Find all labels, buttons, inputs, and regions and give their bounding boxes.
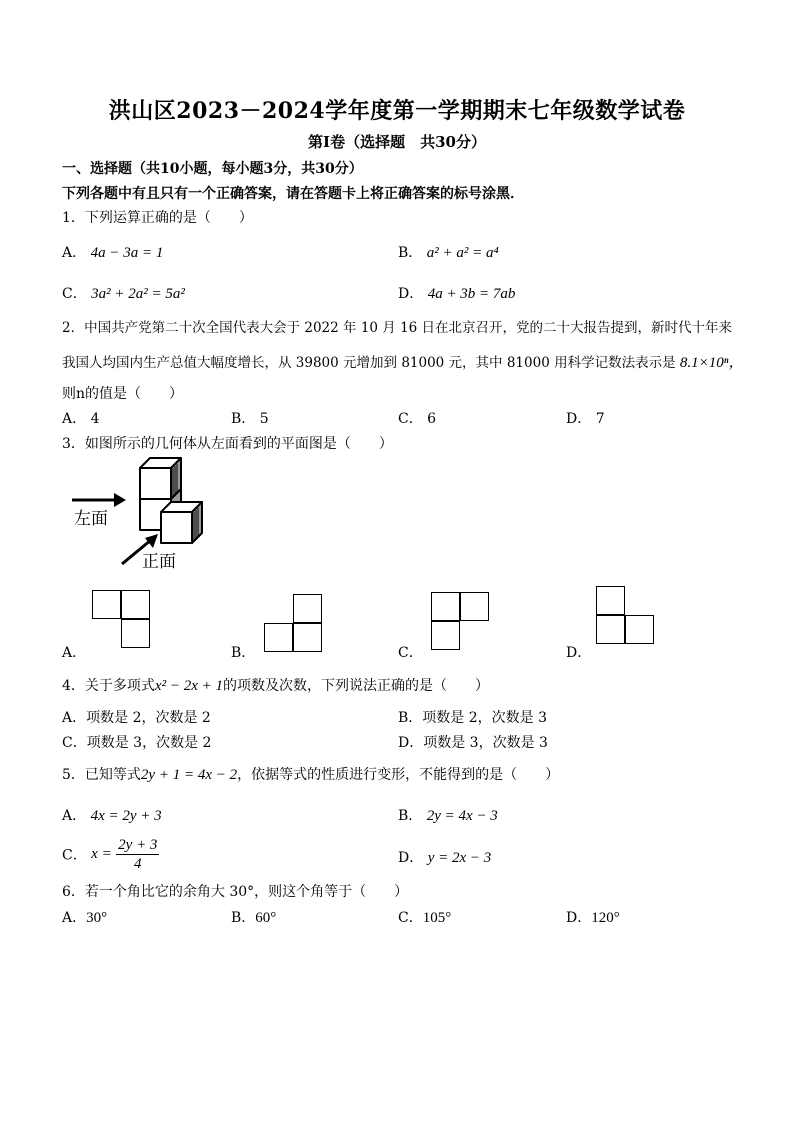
q3-option-c-letter: C． [398, 645, 423, 661]
option-letter: A． [62, 411, 87, 427]
question-4-stem [62, 675, 489, 695]
stem-text: ，依据等式的性质进行变形，不能得到的是（ ） [237, 767, 560, 783]
option-lhs: x = [91, 846, 112, 862]
option-letter: A． [62, 808, 87, 824]
option-letter: C． [62, 847, 87, 864]
question-2-stem-line2 [62, 351, 744, 372]
option-letter: D． [566, 910, 592, 926]
q5-option-b [398, 805, 498, 825]
option-text: 2y = 4x − 3 [426, 808, 498, 824]
question-3-stem: 3．如图所示的几何体从左面看到的平面图是（ ） [62, 436, 393, 452]
q3-option-d-letter: D． [566, 645, 592, 661]
q1-option-b [398, 242, 499, 262]
part-subtitle: 第Ⅰ卷（选择题 共30分） [308, 133, 486, 151]
section-heading: 一、选择题（共10小题，每小题3分，共30分） [62, 161, 363, 177]
option-letter: A． [62, 710, 87, 726]
option-text: 项数是 3，次数是 3 [423, 735, 548, 751]
question-5-stem [62, 764, 559, 784]
section-instruction: 下列各题中有且只有一个正确答案，请在答题卡上将正确答案的标号涂黑． [62, 186, 524, 202]
option-letter: A． [62, 245, 87, 261]
option-text: 4 [90, 411, 100, 427]
fraction-numerator: 2y + 3 [118, 837, 158, 853]
option-letter: C． [398, 910, 423, 926]
q6-option-c [398, 907, 451, 927]
stem-math: 2y + 1 = 4x − 2 [140, 767, 238, 783]
q2-option-b [231, 408, 269, 428]
q4-option-b [398, 707, 547, 727]
exam-title: 洪山区2023－2024学年度第一学期期末七年级数学试卷 [108, 98, 686, 124]
option-letter: C． [398, 411, 423, 427]
option-letter: C． [62, 286, 87, 302]
question-6-stem: 6．若一个角比它的余角大 30°，则这个角等于（ ） [62, 884, 409, 900]
option-letter: B． [231, 910, 256, 926]
stem-text: 的项数及次数，下列说法正确的是（ ） [222, 678, 489, 694]
option-letter: D． [566, 411, 592, 427]
option-text: 5 [259, 411, 269, 427]
option-text: 120° [591, 910, 620, 926]
stem-text: 我国人均国内生产总值大幅度增长，从 39800 元增加到 81000 元，其中 81000 用科学记数法表示是 [62, 355, 676, 371]
q1-option-c [62, 283, 185, 303]
q6-option-b [231, 907, 276, 927]
option-letter: D． [398, 735, 424, 751]
fraction-denominator: 4 [134, 856, 142, 872]
option-letter: D． [398, 286, 424, 302]
option-letter: B． [231, 411, 256, 427]
q5-option-c [62, 836, 159, 873]
q2-option-a [62, 408, 100, 428]
option-letter: D． [398, 850, 424, 866]
option-text: 项数是 3，次数是 2 [86, 735, 212, 751]
q4-option-d [398, 732, 548, 752]
option-text: 4x = 2y + 3 [90, 808, 162, 824]
stem-text: 5．已知等式 [62, 767, 141, 783]
option-letter: B． [398, 245, 423, 261]
option-text: y = 2x − 3 [427, 850, 492, 866]
q3-option-b-letter: B． [231, 645, 256, 661]
q6-option-d [566, 907, 620, 927]
front-view-label: 正面 [142, 552, 176, 572]
option-letter: A． [62, 910, 87, 926]
q5-option-a [62, 805, 162, 825]
option-text: 项数是 2，次数是 2 [86, 710, 211, 726]
q5-option-d [398, 847, 491, 867]
option-letter: C． [62, 735, 87, 751]
left-view-label: 左面 [74, 509, 108, 529]
stem-math: x² − 2x + 1 [154, 678, 223, 694]
option-text: 4a + 3b = 7ab [427, 286, 516, 302]
question-1-stem: 1．下列运算正确的是（ ） [62, 210, 253, 226]
q1-option-d [398, 283, 515, 303]
option-text: a² + a² = a⁴ [426, 245, 499, 261]
q1-option-a [62, 242, 163, 262]
option-text: 3a² + 2a² = 5a² [91, 286, 185, 302]
fraction [116, 836, 159, 873]
q4-option-a [62, 707, 211, 727]
q3-option-a-letter: A． [62, 645, 87, 661]
q6-option-a [62, 907, 107, 927]
option-letter: B． [398, 710, 423, 726]
option-text: 30° [86, 910, 108, 926]
q2-option-c [398, 408, 436, 428]
option-text: 6 [427, 411, 437, 427]
option-text: 7 [595, 411, 605, 427]
option-text: 60° [255, 910, 277, 926]
question-2-stem-line1: 2．中国共产党第二十次全国代表大会于 2022 年 10 月 16 日在北京召开，党的二十大报告提到，新时代十年来 [62, 320, 733, 336]
stem-text: 4．关于多项式 [62, 678, 155, 694]
stem-math: 8.1×10ⁿ， [679, 355, 744, 371]
option-text: 4a − 3a = 1 [90, 245, 164, 261]
question-2-stem-line3: 则n的值是（ ） [62, 386, 184, 402]
option-text: 105° [422, 910, 452, 926]
q2-option-d [566, 408, 605, 428]
option-text: 项数是 2，次数是 3 [422, 710, 548, 726]
q4-option-c [62, 732, 211, 752]
option-letter: B． [398, 808, 423, 824]
